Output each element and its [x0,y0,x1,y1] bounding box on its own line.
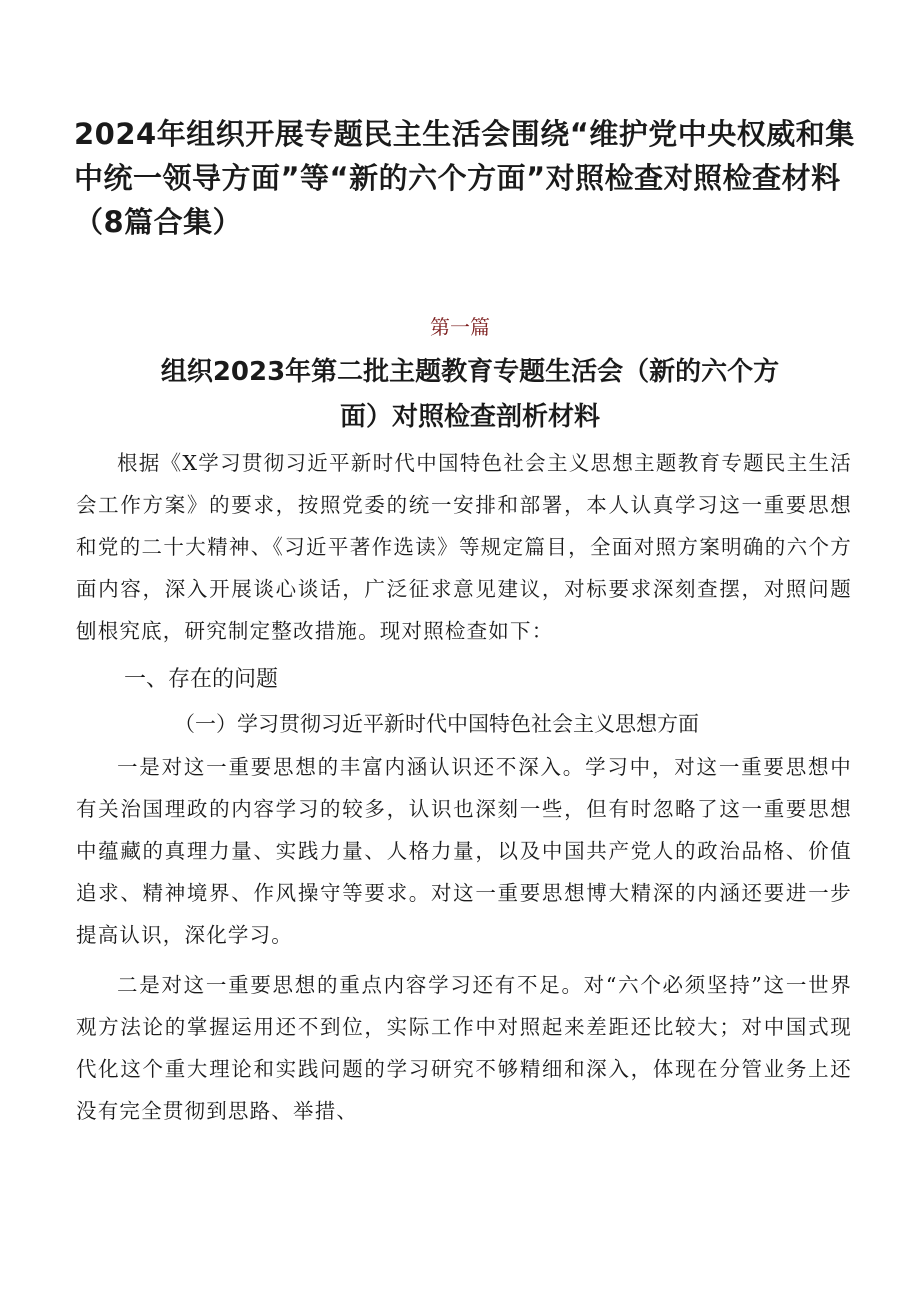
paragraph-point-two: 二是对这一重要思想的重点内容学习还有不足。对“六个必须坚持”这一世界观方法论的掌握运用还不到位，实际工作中对照起来差距还比较大；对中国式现代化这个重大理论和实践问题的学习研究不够精细和深入，体现在分管业务上还没有完全贯彻到思路、举措、 [76,973,852,1123]
document-title: 2024年组织开展专题民主生活会围绕“维护党中央权威和集中统一领导方面”等“新的六个方面”对照检查对照检查材料（8篇合集） [74,117,855,239]
heading-existing-problems: 一、存在的问题 [124,667,279,692]
subheading-study-thought: （一）学习贯彻习近平新时代中国特色社会主义思想方面 [174,712,699,736]
article-title [130,350,810,440]
paragraph-point-one: 一是对这一重要思想的丰富内涵认识还不深入。学习中，对这一重要思想中有关治国理政的内容学习的较多，认识也深刻一些，但有时忽略了这一重要思想中蕴藏的真理力量、实践力量、人格力量，以及中国共产党人的政治品格、价值追求、精神境界、作风操守等要求。对这一重要思想博大精深的内涵还要进一步提高认识，深化学习。 [76,755,852,947]
section-label: 第一篇 [430,315,490,339]
article-title-line-1: 组织2023年第二批主题教育专题生活会（新的六个方 [160,357,780,387]
article-title-line-2: 面）对照检查剖析材料 [339,402,600,432]
intro-paragraph: 根据《X学习贯彻习近平新时代中国特色社会主义思想主题教育专题民主生活会工作方案》的要求，按照党委的统一安排和部署，本人认真学习这一重要思想和党的二十大精神、《习近平著作选读》等规定篇目，全面对照方案明确的六个方面内容，深入开展谈心谈话，广泛征求意见建议，对标要求深刻查摆，对照问题刨根究底，研究制定整改措施。现对照检查如下： [76,451,852,643]
